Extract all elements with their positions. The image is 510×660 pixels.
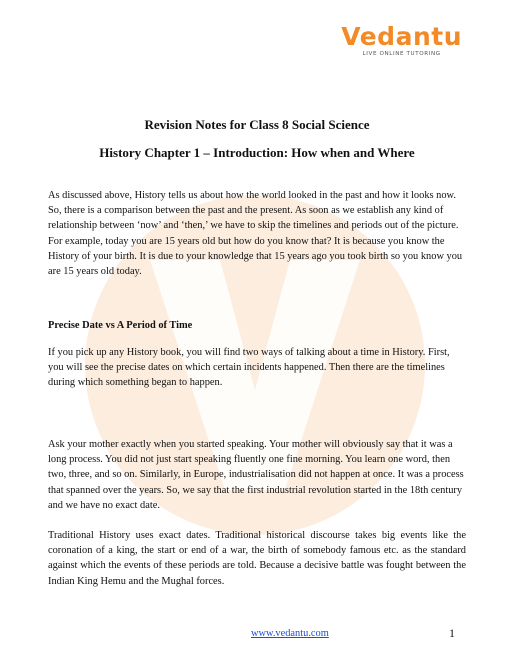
page-number: 1 <box>449 626 455 640</box>
logo-tagline: LIVE ONLINE TUTORING <box>362 51 441 57</box>
paragraph-3: Ask your mother exactly when you started speaking. Your mother will obviously say that it was a long process. You did not just start speaking fluently one fine morning. You learn one word, then two, three, and so on. Similarly, in Europe, industrialisation did not happen at once. It was a process that spanned over the years. So, we say that the first industrial revolution started in the 18th century and we have no exact date. <box>48 439 464 511</box>
document-subtitle: History Chapter 1 – Introduction: How when and Where <box>99 145 415 160</box>
paragraph-1: As discussed above, History tells us about how the world looked in the past and how it looks now. So, there is a comparison between the past and the present. As soon as we establish any kind of relationship between ‘now’ and ‘then,’ we have to skip the timelines and periods out of the picture. For example, today you are 15 years old but how do you know that? It is because you know the History of your birth. It is due to your knowledge that 15 years ago you took birth so you know you are 15 years old today. <box>48 190 463 278</box>
document-title: Revision Notes for Class 8 Social Science <box>144 117 370 132</box>
footer-website-link[interactable]: www.vedantu.com <box>251 628 329 639</box>
logo-wordmark: Vedantu <box>341 22 462 51</box>
paragraph-4: Traditional History uses exact dates. Traditional historical discourse takes big events like the coronation of a king, the start or end of a war, the birth of somebody famous etc. as the standard against which the events of these periods are told. Because a decisive battle was fought between the Indian King Hemu and the Mughal forces. <box>48 530 466 587</box>
section-heading: Precise Date vs A Period of Time <box>48 320 193 331</box>
vedantu-logo <box>341 24 462 57</box>
paragraph-2: If you pick up any History book, you will find two ways of talking about a time in History. First, you will see the precise dates on which certain incidents happened. Then there are the timelines during which something began to happen. <box>48 347 450 389</box>
